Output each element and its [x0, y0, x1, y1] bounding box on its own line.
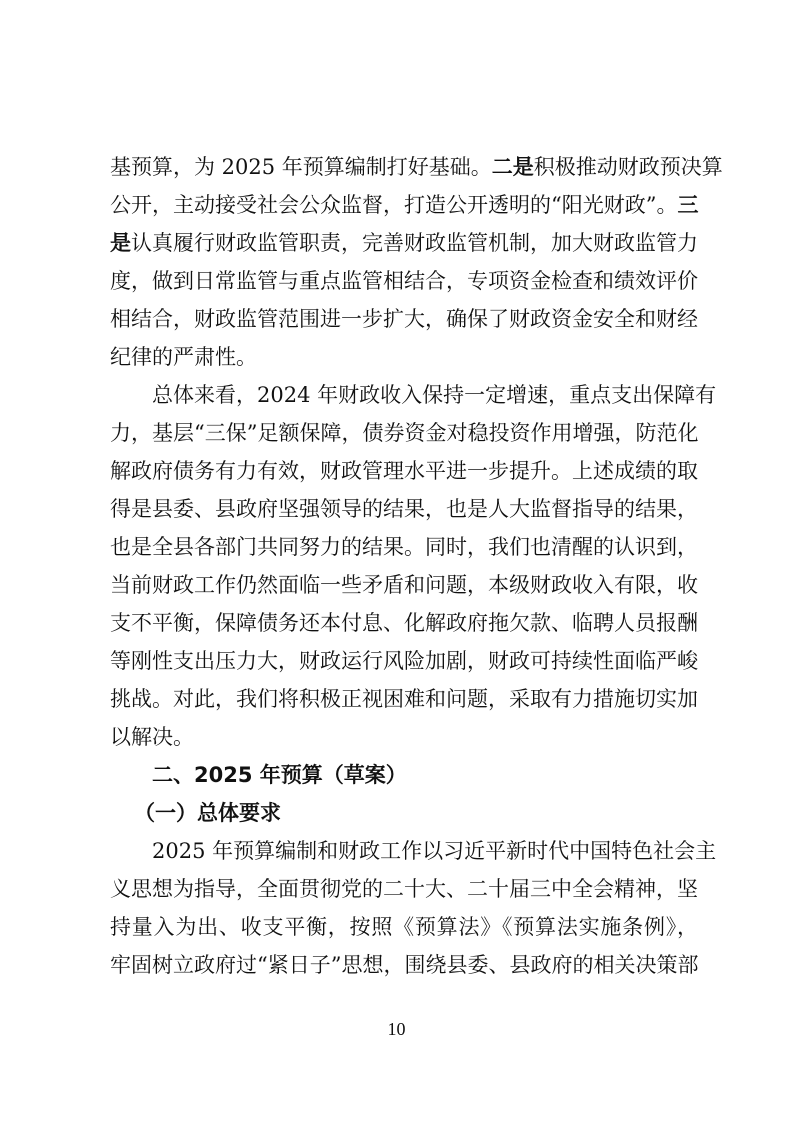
subsection-heading: （一）总体要求: [134, 801, 281, 825]
section-heading: 二、2025 年预算（草案）: [152, 763, 407, 787]
body-line: 等刚性支出压力大，财政运行风险加剧，财政可持续性面临严峻: [110, 649, 698, 673]
body-line: 力，基层“三保”足额保障，债券资金对稳投资作用增强，防范化: [110, 421, 699, 445]
body-line: 得是县委、县政府坚强领导的结果，也是人大监督指导的结果，: [110, 497, 698, 521]
body-line: 相结合，财政监管范围进一步扩大，确保了财政资金安全和财经: [110, 307, 698, 331]
body-line: 基预算，为 2025 年预算编制打好基础。二是积极推动财政预决算: [110, 155, 723, 179]
body-line: 纪律的严肃性。: [110, 345, 257, 369]
page-number: 10: [387, 1019, 406, 1039]
body-line: 挑战。对此，我们将积极正视困难和问题，采取有力措施切实加: [110, 687, 698, 711]
body-line: 公开，主动接受社会公众监督，打造公开透明的“阳光财政”。三: [110, 193, 699, 217]
body-line: 是认真履行财政监管职责，完善财政监管机制，加大财政监管力: [110, 231, 698, 255]
body-line: 2025 年预算编制和财政工作以习近平新时代中国特色社会主: [152, 839, 717, 863]
body-line: 总体来看，2024 年财政收入保持一定增速，重点支出保障有: [152, 383, 717, 407]
body-line: 以解决。: [110, 725, 194, 749]
body-line: 义思想为指导，全面贯彻党的二十大、二十届三中全会精神，坚: [110, 877, 698, 901]
body-line: 支不平衡，保障债务还本付息、化解政府拖欠款、临聘人员报酬: [110, 611, 698, 635]
body-line: 度，做到日常监管与重点监管相结合，专项资金检查和绩效评价: [110, 269, 698, 293]
body-line: 牢固树立政府过“紧日子”思想，围绕县委、县政府的相关决策部: [110, 953, 699, 977]
body-line: 当前财政工作仍然面临一些矛盾和问题，本级财政收入有限，收: [110, 573, 698, 597]
body-line: 解政府债务有力有效，财政管理水平进一步提升。上述成绩的取: [110, 459, 698, 483]
body-line: 也是全县各部门共同努力的结果。同时，我们也清醒的认识到，: [110, 535, 698, 559]
body-line: 持量入为出、收支平衡，按照《预算法》《预算法实施条例》，: [110, 915, 698, 939]
